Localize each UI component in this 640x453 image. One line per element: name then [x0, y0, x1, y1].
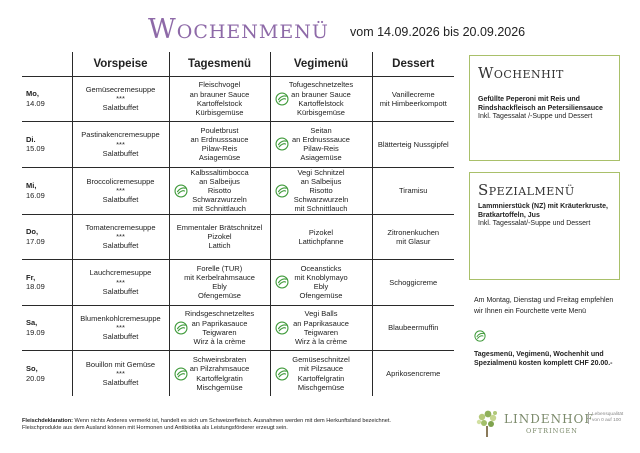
footer-text-1: Wenn nichts Anderes vermerkt ist, handelt es sich um Schweizerfleisch. Ausnahmen werden mit dem Herkunftsland bezeichnet.: [72, 418, 391, 424]
tagesmenu-cell: [169, 351, 270, 397]
footer-text-2: Fleischprodukte aus dem Ausland können mit Hormonen und Antibiotika als Leistungsförderer erzeugt sein.: [22, 425, 288, 431]
menu-line: Blaubeermuffin: [388, 323, 439, 333]
menu-line: Zitronenkuchen: [387, 227, 440, 237]
menu-line: an Salbeijus: [199, 176, 240, 186]
day-name: Fr,: [26, 272, 36, 282]
menu-line: Salatbuffet: [102, 241, 139, 251]
menu-line: ***: [116, 323, 125, 333]
menu-line: Bouillon mit Gemüse: [85, 359, 156, 369]
menu-line: Oceansticks: [300, 263, 342, 273]
fourchette-verte-icon: [275, 367, 289, 381]
dessert-cell: [372, 214, 454, 260]
menu-line: Pouletbrust: [200, 125, 239, 135]
menu-line: Kalbssaltimbocca: [190, 167, 249, 177]
vegimenu-cell: [270, 305, 372, 351]
day-name: Di.: [26, 134, 36, 144]
header-dessert: Dessert: [372, 52, 454, 76]
logo-name: LINDENHOF: [504, 412, 594, 426]
menu-line: Vegi Schnitzel: [297, 167, 345, 177]
menu-line: Blumenkohlcremesuppe: [80, 313, 161, 323]
menu-line: an Paprikasauce: [191, 318, 248, 328]
logo-tagline-2: von 0 auf 100: [592, 418, 622, 423]
menu-line: Wirz à la crème: [294, 336, 348, 346]
menu-line: Seitan: [310, 125, 332, 135]
menu-line: ***: [116, 94, 125, 104]
menu-line: an brauner Sauce: [189, 89, 250, 99]
combo-price-note: Tagesmenü, Vegimenü, Wochenhit und Spezialmenü kosten komplett CHF 20.00.-: [474, 351, 613, 367]
menu-line: Kürbisgemüse: [195, 107, 244, 117]
vegimenu-cell: [270, 214, 372, 260]
menu-line: Pizokel: [207, 232, 232, 242]
day-date: 15.09: [26, 144, 45, 154]
day-cell: [22, 76, 72, 122]
day-date: 14.09: [26, 98, 45, 108]
menu-line: Schoggicreme: [389, 277, 438, 287]
menu-line: Lattich: [208, 241, 231, 251]
day-date: 18.09: [26, 282, 45, 292]
day-date: 20.09: [26, 373, 45, 383]
menu-line: Risotto: [207, 185, 232, 195]
header-vorspeise: Vorspeise: [72, 52, 169, 76]
tagesmenu-cell: [169, 214, 270, 260]
menu-line: Emmentaler Brätschnitzel: [176, 222, 263, 232]
wochenhit-note: Inkl. Tagessalat /-Suppe und Dessert: [478, 113, 593, 120]
menu-line: Tofugeschnetzeltes: [288, 80, 354, 90]
vorspeise-cell: [72, 305, 169, 351]
vorspeise-cell: [72, 351, 169, 397]
tagesmenu-cell: [169, 122, 270, 168]
footer-label: Fleischdeklaration:: [22, 418, 73, 424]
menu-line: Kartoffelgratin: [196, 373, 243, 383]
tree-icon: [474, 408, 500, 438]
menu-line: Schwarzwurzeln: [192, 195, 247, 205]
dessert-cell: [372, 167, 454, 214]
menu-line: Lattichpfanne: [298, 236, 344, 246]
dessert-cell: [372, 351, 454, 397]
menu-line: mit Glasur: [396, 236, 431, 246]
menu-line: an Paprikasauce: [293, 318, 349, 328]
menu-line: Gemüseschnitzel: [292, 355, 350, 365]
menu-line: an Salbeijus: [300, 176, 342, 186]
menu-line: Schwarzwurzeln: [293, 195, 349, 205]
menu-line: an brauner Sauce: [291, 89, 351, 99]
menu-line: Forelle (TUR): [196, 263, 243, 273]
dessert-cell: [372, 305, 454, 351]
vorspeise-cell: [72, 260, 169, 306]
menu-line: Wirz à la crème: [193, 336, 246, 346]
menu-line: Vegi Balls: [304, 309, 338, 319]
menu-line: Kartoffelstock: [298, 98, 344, 108]
menu-line: Fleischvogel: [198, 80, 241, 90]
menu-line: Teigwaren: [202, 327, 237, 337]
menu-line: Schweinsbraten: [192, 355, 247, 365]
menu-line: Blätterteig Nussgipfel: [377, 139, 449, 149]
menu-line: Kürbisgemüse: [297, 107, 345, 117]
menu-line: Ofengemüse: [198, 291, 241, 301]
menu-line: Broccolicremesuppe: [86, 176, 155, 186]
fourchette-verte-icon: [174, 184, 188, 198]
day-date: 19.09: [26, 327, 45, 337]
menu-line: Salatbuffet: [102, 148, 139, 158]
menu-line: Gemüsecremesuppe: [85, 84, 156, 94]
menu-line: Tomatencremesuppe: [85, 222, 156, 232]
menu-line: Mischgemüse: [196, 382, 243, 392]
menu-line: ***: [116, 277, 125, 287]
day-cell: [22, 214, 72, 260]
menu-line: Tiramisu: [399, 185, 428, 195]
menu-line: ***: [116, 185, 125, 195]
menu-line: Salatbuffet: [102, 286, 139, 296]
tagesmenu-cell: [169, 260, 270, 306]
vegimenu-cell: [270, 260, 372, 306]
menu-line: Ebly: [313, 282, 329, 292]
menu-table: [22, 52, 454, 396]
menu-line: Teigwaren: [303, 327, 339, 337]
menu-line: mit Himbeerkompott: [379, 98, 447, 108]
fourchette-verte-icon: [275, 321, 289, 335]
meat-declaration: [22, 418, 462, 432]
vegimenu-cell: [270, 351, 372, 397]
fourchette-verte-icon: [275, 184, 289, 198]
vegimenu-cell: [270, 122, 372, 168]
menu-line: Salatbuffet: [102, 332, 139, 342]
fourchette-note: Am Montag, Dienstag und Freitag empfehlen wir Ihnen ein Fourchette verte Menü: [474, 297, 614, 315]
menu-line: an Erdnusssauce: [190, 135, 249, 145]
spezialmenu-box: [469, 172, 620, 280]
day-date: 17.09: [26, 236, 45, 246]
wochenhit-box: [469, 55, 620, 161]
menu-line: mit Kerbelrahmsauce: [184, 273, 255, 283]
menu-line: mit Schnittlauch: [193, 204, 246, 214]
date-range: vom 14.09.2026 bis 20.09.2026: [350, 25, 526, 39]
menu-line: Salatbuffet: [102, 103, 139, 113]
dessert-cell: [372, 122, 454, 168]
tagesmenu-cell: [169, 167, 270, 214]
day-cell: [22, 305, 72, 351]
vorspeise-cell: [72, 122, 169, 168]
menu-line: Pilaw-Reis: [201, 144, 238, 154]
menu-line: Risotto: [309, 185, 333, 195]
vorspeise-cell: [72, 167, 169, 214]
table-header-row: [22, 52, 454, 76]
fourchette-verte-icon: [275, 275, 289, 289]
day-cell: [22, 167, 72, 214]
menu-line: an Pilzrahmsauce: [189, 364, 250, 374]
menu-line: Pizokel: [308, 227, 334, 237]
header-tagesmenu: Tagesmenü: [169, 52, 270, 76]
vegimenu-cell: [270, 167, 372, 214]
vorspeise-cell: [72, 214, 169, 260]
fourchette-verte-icon: [275, 137, 289, 151]
fourchette-verte-icon: [174, 367, 188, 381]
menu-line: Salatbuffet: [102, 195, 139, 205]
menu-line: Asiagemüse: [198, 153, 241, 163]
header-vegimenu: Vegimenü: [270, 52, 372, 76]
menu-line: Mischgemüse: [297, 382, 345, 392]
day-cell: [22, 351, 72, 397]
fourchette-verte-icon: [174, 321, 188, 335]
header-day: [22, 52, 72, 76]
menu-line: Pastinakencremesuppe: [81, 130, 160, 140]
menu-line: Rindsgeschnetzeltes: [184, 309, 255, 319]
menu-line: ***: [116, 232, 125, 242]
spezialmenu-title: Spezialmenü: [478, 181, 575, 199]
table-row: [22, 76, 454, 122]
menu-line: Lauchcremesuppe: [89, 268, 152, 278]
menu-line: Kartoffelstock: [196, 98, 243, 108]
vorspeise-cell: [72, 76, 169, 122]
fourchette-verte-icon: [474, 330, 486, 342]
menu-line: Vanillecreme: [391, 89, 435, 99]
menu-line: Ebly: [212, 282, 227, 292]
dessert-cell: [372, 76, 454, 122]
table-row: [22, 214, 454, 260]
spezialmenu-note: Inkl. Tagessalat/-Suppe und Dessert: [478, 220, 591, 227]
wochenhit-dish: Gefüllte Peperoni mit Reis und Rindshackfleisch an Petersiliensauce: [478, 96, 603, 112]
logo-place: OFTRINGEN: [526, 427, 578, 435]
menu-line: an Erdnusssauce: [292, 135, 350, 145]
table-row: [22, 260, 454, 306]
day-date: 16.09: [26, 190, 45, 200]
table-row: [22, 167, 454, 214]
day-name: Mi,: [26, 181, 37, 190]
menu-line: Asiagemüse: [300, 153, 342, 163]
menu-line: Salatbuffet: [102, 378, 139, 388]
menu-line: Aprikosencreme: [386, 368, 441, 378]
menu-line: mit Knoblymayo: [294, 273, 348, 283]
menu-line: Pilaw-Reis: [303, 144, 339, 154]
vegimenu-cell: [270, 76, 372, 122]
day-name: Do,: [26, 227, 39, 237]
tagesmenu-cell: [169, 305, 270, 351]
table-row: [22, 351, 454, 397]
lindenhof-logo: [474, 408, 624, 438]
day-cell: [22, 122, 72, 168]
day-name: Sa,: [26, 318, 38, 328]
menu-line: ***: [116, 139, 125, 149]
menu-line: mit Schnittlauch: [294, 204, 348, 214]
table-row: [22, 122, 454, 168]
logo-tagline: [588, 412, 623, 424]
dessert-cell: [372, 260, 454, 306]
day-name: Mo,: [26, 89, 39, 99]
fourchette-verte-icon: [275, 92, 289, 106]
menu-line: Ofengemüse: [299, 291, 343, 301]
day-name: So,: [26, 364, 38, 374]
logo-tagline-1: Lebensqualität: [592, 412, 624, 417]
spezialmenu-dish: Lammnierstück (NZ) mit Kräuterkruste, Bratkartoffeln, Jus: [478, 203, 608, 219]
menu-line: ***: [116, 368, 125, 378]
table-row: [22, 305, 454, 351]
page-title: Wochenmenü: [148, 14, 329, 45]
tagesmenu-cell: [169, 76, 270, 122]
menu-line: mit Pilzsauce: [298, 364, 344, 374]
wochenhit-title: Wochenhit: [478, 64, 564, 82]
menu-line: Kartoffelgratin: [297, 373, 345, 383]
day-cell: [22, 260, 72, 306]
